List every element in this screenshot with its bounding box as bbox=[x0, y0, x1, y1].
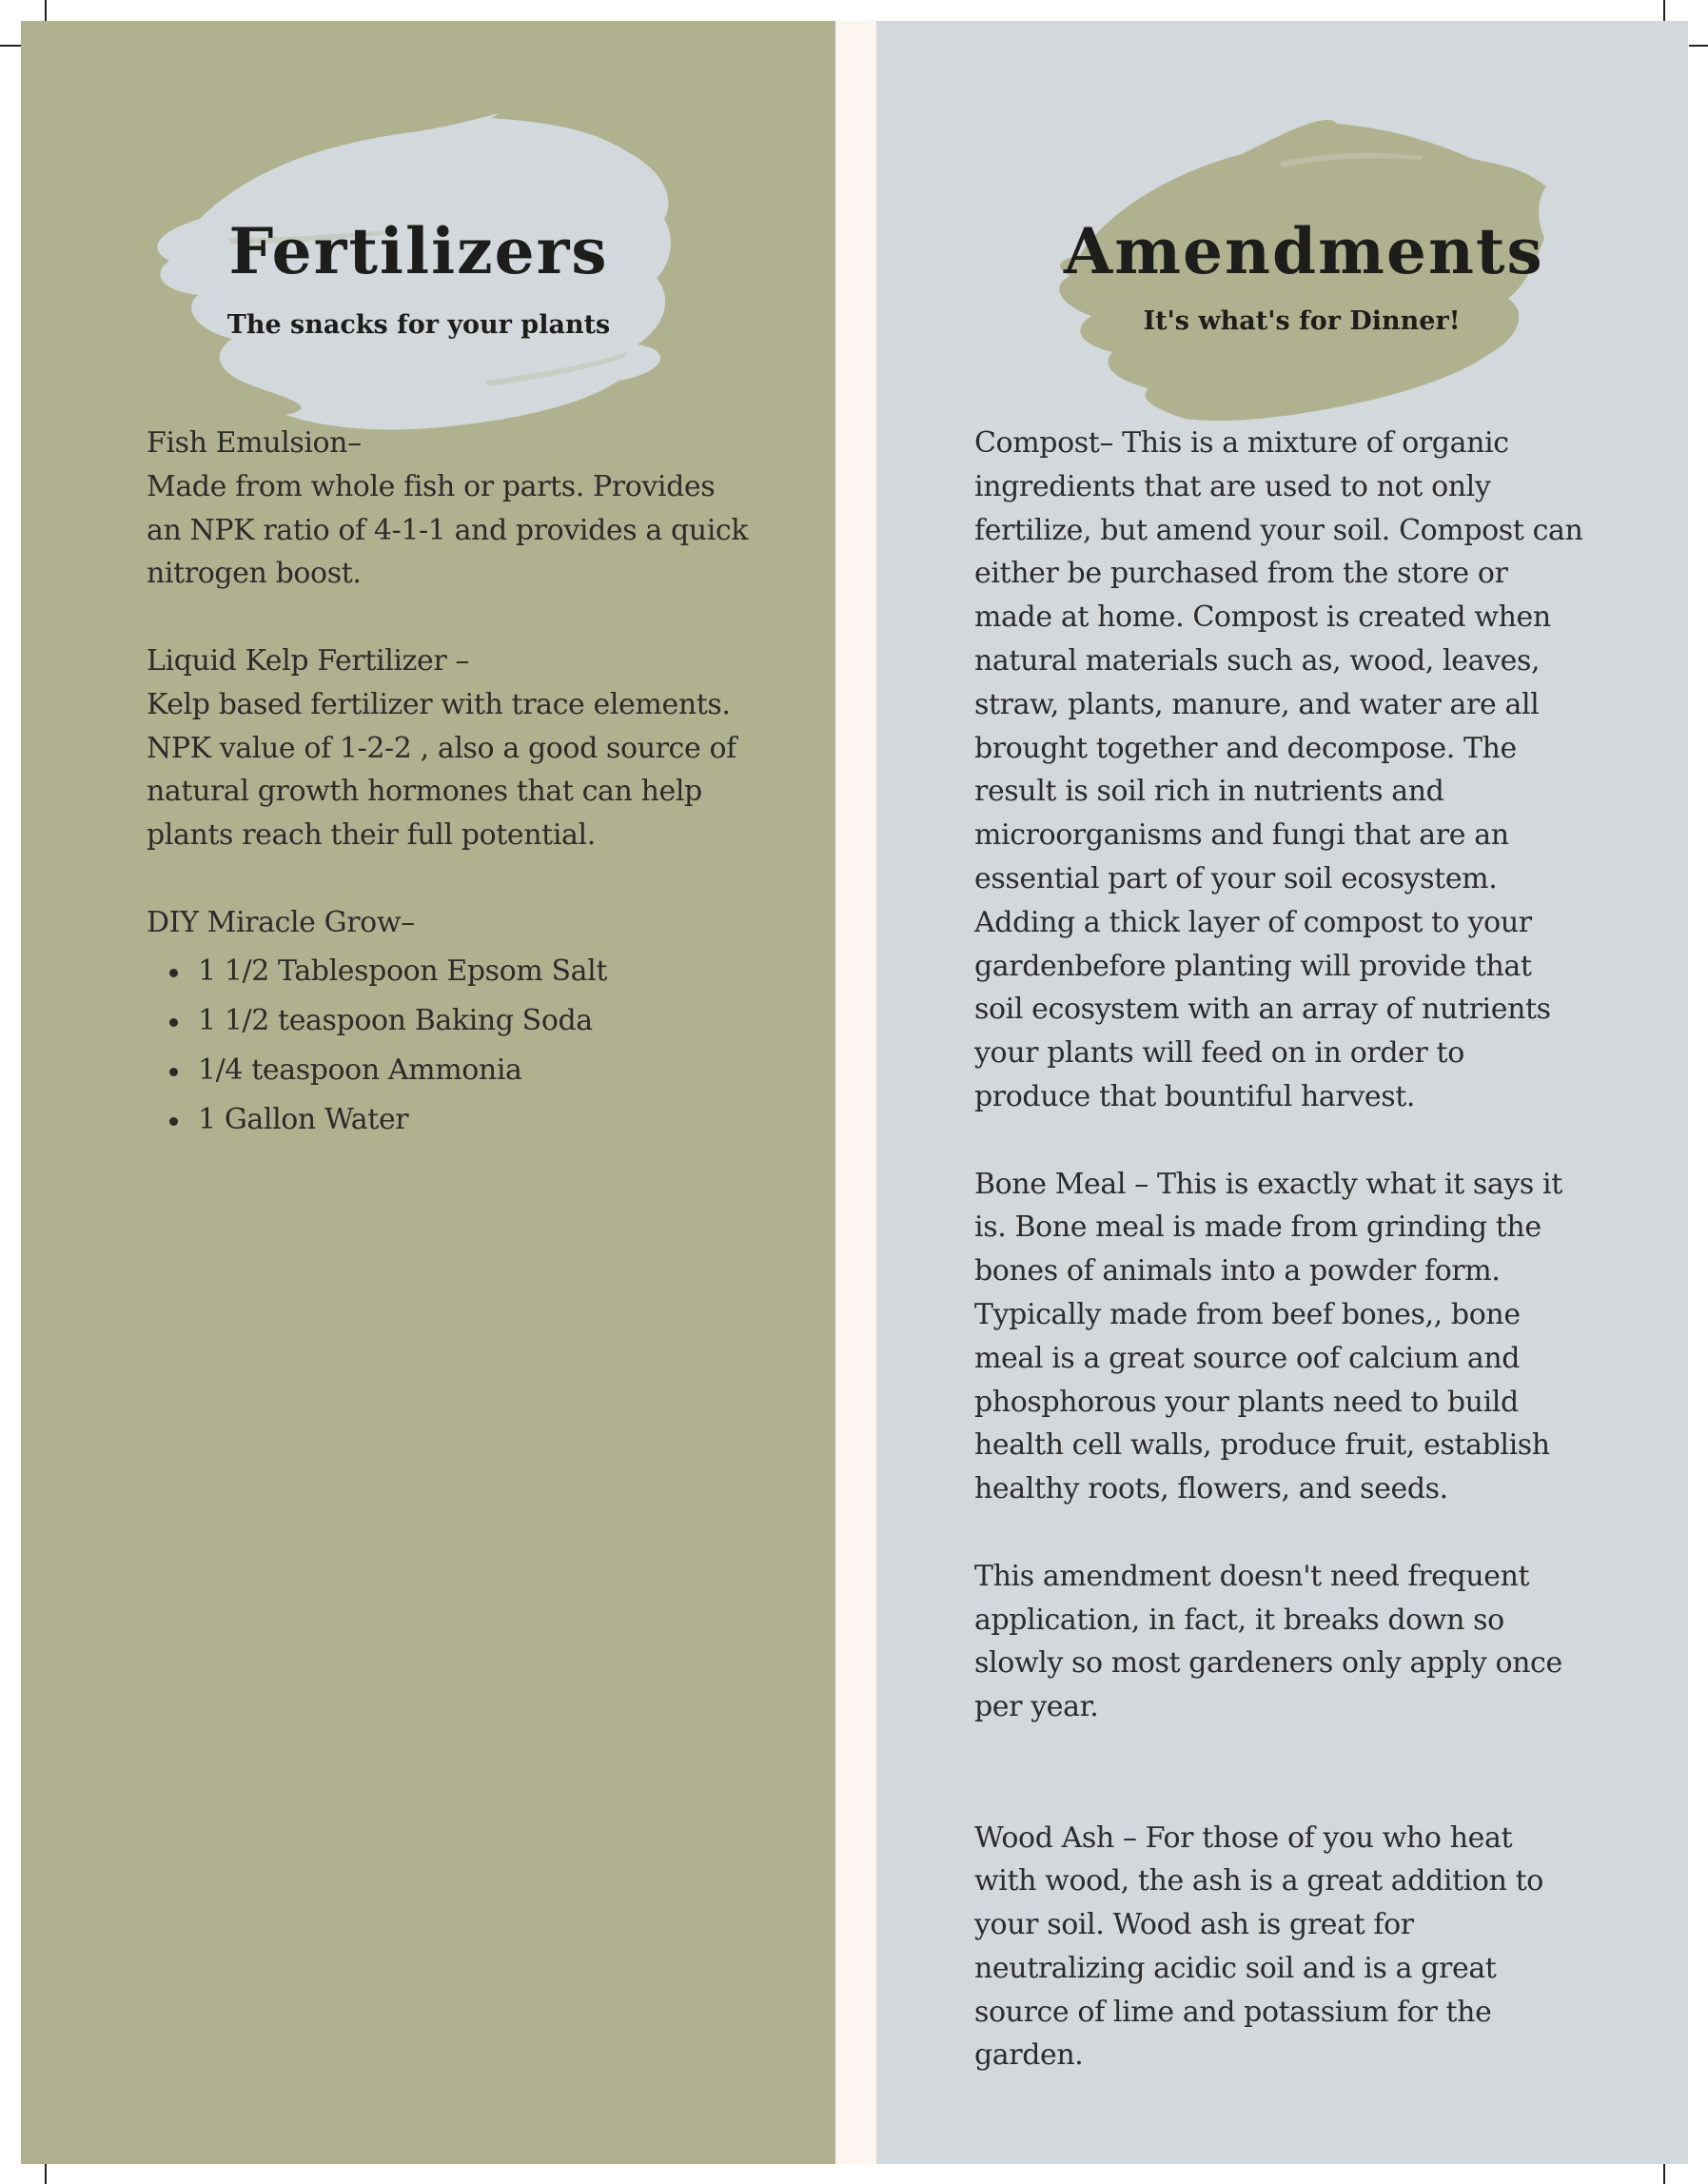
amendments-subtitle: It's what's for Dinner! bbox=[1143, 306, 1461, 336]
amendments-title: Amendments bbox=[1064, 214, 1544, 288]
bone-meal-paragraph: Bone Meal – This is exactly what it says it is. Bone meal is made from grinding the bones of animals into a powder form. Typically made from beef bones,, bone meal is a great source oof calcium and phosphorous your plants need to build health cell walls, produce fruit, establish healthy roots, flowers, and seeds. bbox=[974, 1167, 1562, 1506]
fertilizers-subtitle: The snacks for your plants bbox=[226, 310, 611, 340]
bone-meal-note-paragraph: This amendment doesn't need frequent application, in fact, it breaks down so slowly so most gardeners only apply once per year. bbox=[974, 1559, 1562, 1724]
crop-mark bbox=[1663, 0, 1665, 21]
crop-mark bbox=[45, 0, 47, 21]
recipe-ingredient-list bbox=[147, 947, 813, 1145]
list-item: 1/4 teaspoon Ammonia bbox=[198, 1046, 813, 1095]
fertilizers-title: Fertilizers bbox=[228, 214, 609, 288]
recipe-heading: DIY Miracle Grow– bbox=[147, 905, 415, 939]
crop-mark bbox=[45, 2164, 47, 2184]
fertilizers-content bbox=[147, 422, 813, 1145]
crop-mark bbox=[1689, 45, 1708, 47]
list-item: 1 1/2 Tablespoon Epsom Salt bbox=[198, 947, 813, 996]
list-item: 1 Gallon Water bbox=[198, 1095, 813, 1145]
fish-emulsion-heading: Fish Emulsion– bbox=[147, 426, 362, 460]
compost-paragraph: Compost– This is a mixture of organic ingredients that are used to not only fertilize, but amend your soil. Compost can either be purchased from the store or made at home. Compost is created when natural materials such as, wood, leaves, straw, plants, manure, and water are all brought together and decompose. The result is soil rich in nutrients and microorganisms and fungi that are an essential part of your soil ecosystem. Adding a thick layer of compost to your gardenbefore planting will provide that soil ecosystem with an array of nutrients your plants will feed on in order to produce that bountiful harvest. bbox=[974, 426, 1583, 1113]
amendments-content bbox=[974, 422, 1679, 2077]
column-gutter bbox=[835, 21, 876, 2164]
liquid-kelp-heading: Liquid Kelp Fertilizer – bbox=[147, 643, 470, 678]
fish-emulsion-text: Made from whole fish or parts. Provides an NPK ratio of 4-1-1 and provides a quick nitrogen boost. bbox=[147, 469, 749, 591]
list-item: 1 1/2 teaspoon Baking Soda bbox=[198, 996, 813, 1046]
liquid-kelp-text: Kelp based fertilizer with trace elements. NPK value of 1-2-2 , also a good source of natural growth hormones that can help plants reach their full potential. bbox=[147, 687, 736, 853]
crop-mark bbox=[0, 45, 21, 47]
crop-mark bbox=[1663, 2164, 1665, 2184]
wood-ash-paragraph: Wood Ash – For those of you who heat with wood, the ash is a great addition to your soil. Wood ash is great for neutralizing acidic soil and is a great source of lime and potassium for the garden. bbox=[974, 1820, 1543, 2073]
